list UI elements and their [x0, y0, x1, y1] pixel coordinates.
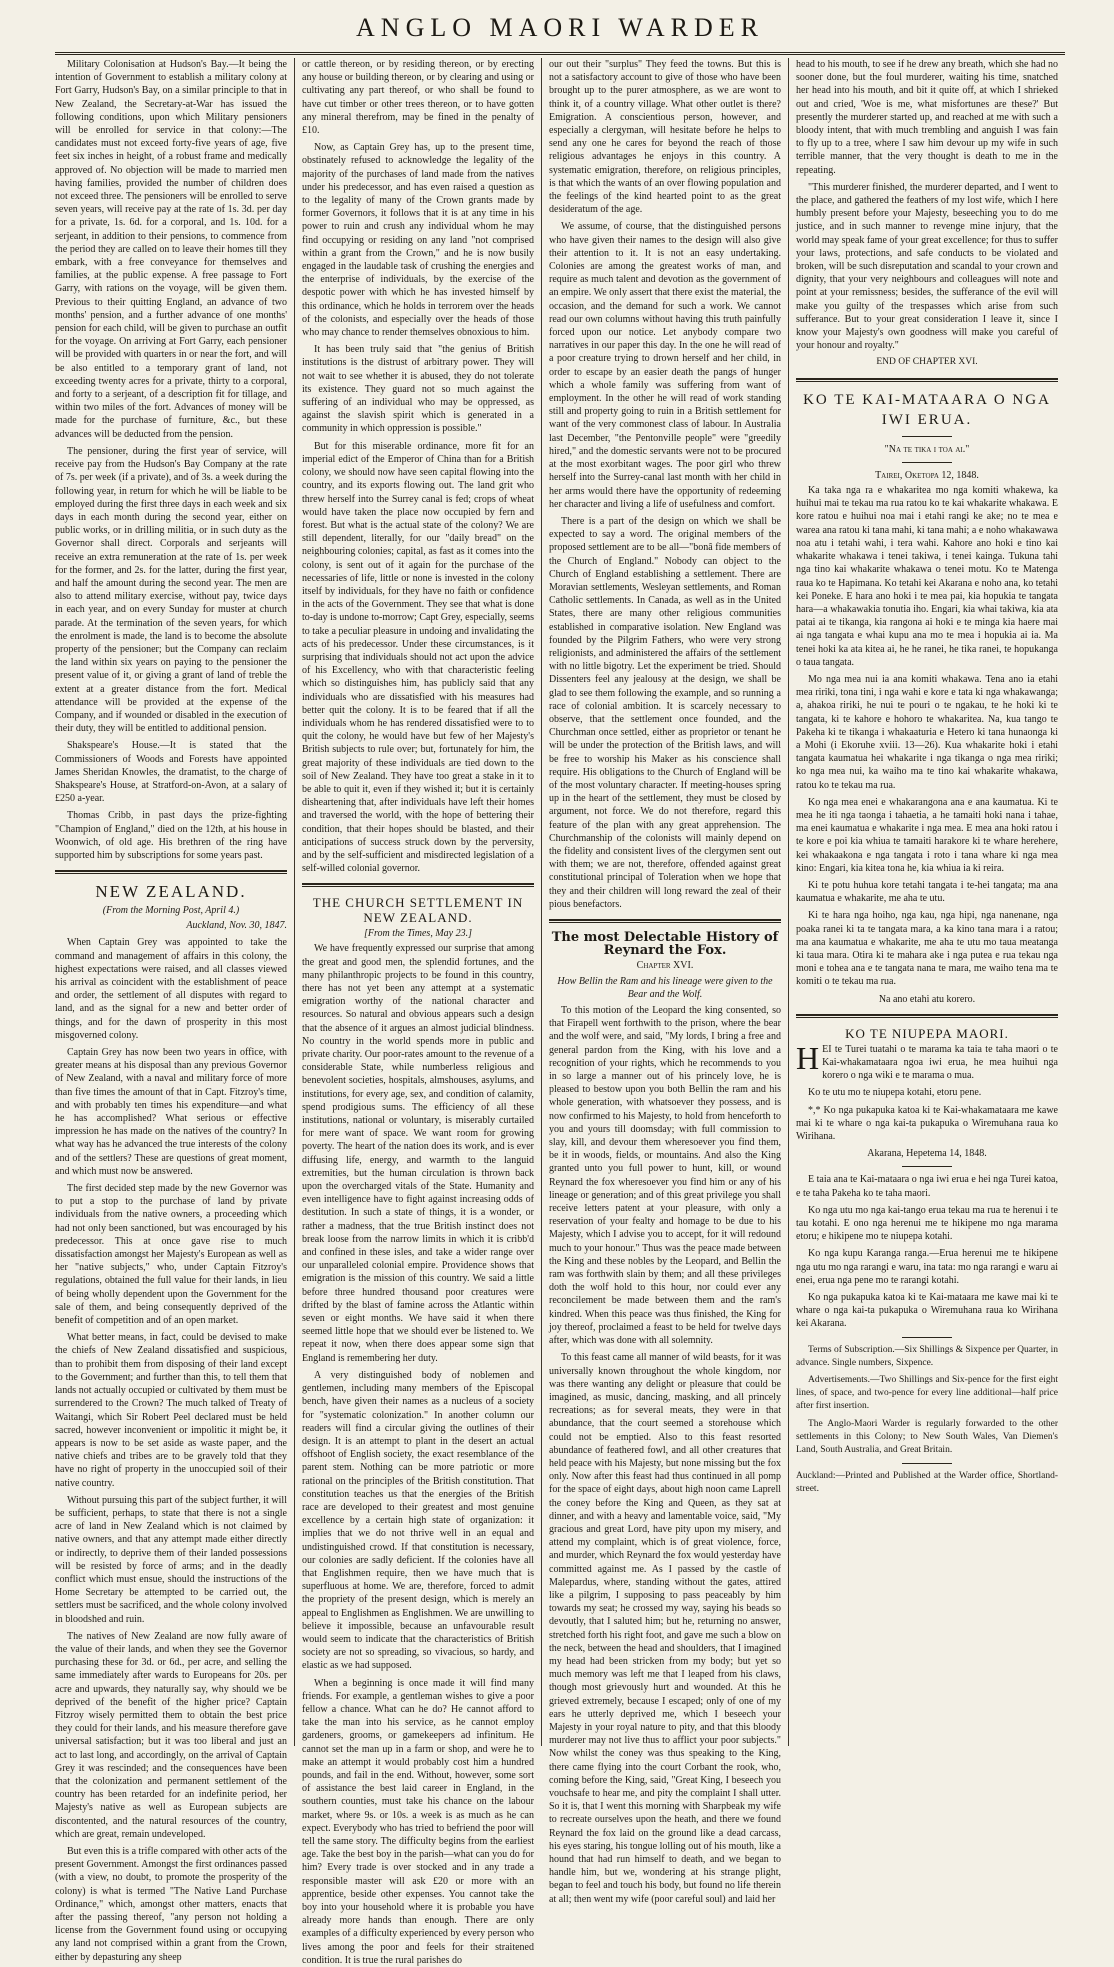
article-paragraph: The first decided step made by the new Governor was to put a stop to the purchase of land by private individuals from the native owners, a proceeding which had not only been sanctioned, but was encouraged by his predecessor. This at once gave rise to much dissatisfaction amongst her Majesty's European as well as her "native subjects," who, under Captain Fitzroy's regulations, obtained the full value for their lands, in lieu of being wholly dependent upon the Government for the sale of them, and being consequently deprived of the benefit of competition and of an open market. [55, 1183, 287, 1327]
article-thomas-cribb: Thomas Cribb, in past days the prize-fighting "Champion of England," died on the 12th, at his house in Woonwich, of old age. His brethren of the ring have supported him by subscriptions for some years past. [55, 810, 287, 861]
column-rule [294, 58, 295, 1746]
notice-paragraph: Ko te utu mo te niupepa kotahi, etoru pene. [808, 1087, 982, 1099]
notice-paragraph: Ko nga pukapuka katoa ki te Kai-mataara me kawe mai ki te whare o nga kai-ta pukapuka o Wiremuhana raua ko Wirihana kei Akarana. [796, 1292, 1058, 1330]
article-paragraph: or cattle thereon, or by residing thereon, or by erecting any house or building thereon, or by clearing and using or cultivating any part thereof, or who shall be found to have cut timber or other trees thereon, or to have gotten any mineral therefrom, may be fined in the penalty of £10. [302, 59, 534, 137]
article-source: [From the Times, May 23.] [364, 928, 472, 940]
headline-niupepa-maori: KO TE NIUPEPA MAORI. [845, 1025, 1009, 1041]
article-shakspeare-house: Shakspeare's House.—It is stated that the Commissioners of Woods and Forests have appointed James Sheridan Knowles, the dramatist, to the charge of Shakspeare's House, at Stratford-on-Avon, at a salary of £250 a-year. [55, 740, 287, 805]
advertisement-terms: Advertisements.—Two Shillings and Six-pence for the first eight lines, of space, and two-pence for every line additional—half price after first insertion. [796, 1375, 1058, 1412]
notice-date: Akarana, Hepetema 14, 1848. [867, 1148, 987, 1160]
maori-paragraph: Ka taka nga ra e whakaritea mo nga komiti whakewa, ka huihui mai te tekau ma rua ratou ko te kai whakarite whakawa. E kore ratou e huihui noa mai i etahi rangi ke ake; no te mea e warea ana ratou ki tana mahi, ki tana mahi; a e noho whakawawa noa atu i tetahi wahi, i tera wahi. Kahore ano hoki e tino kai whakarite whakawa i tenei takiwa, i tenei kainga. Tukuna tahi nga tino kai whakarite whakawa o tenei motu. Ko te Matenga raua ko te Hapimana. Ko tetahi kei Akarana e noho ana, ko tetahi kei Poneke. E hara ano hoki i te mea pai, kia hopukia te tangata hara—a whakawakia tonutia iho. Engari, kia whai takiwa, kia ata patai ai te tikanga, kia rangona ai hoki e te minga kia haere mai ai nga tangata e whai kupu ana mo te mea i hopukia ai ia. Ma tenei hoki ka ata kitea ai, he he ranei, he tika ranei, te hopukanga o taua tangata. [796, 485, 1058, 668]
article-paragraph: But for this miserable ordinance, more fit for an imperial edict of the Emperor of China than for a British colony, we should now have seen capital flowing into the country, and its exports flowing out. The land grit who threw herself into the Surrey canal is fed; crops of wheat would have taken the place now occupied by fern and forest. But what is the actual state of the colony? We are still dependent, literally, for our "daily bread" on the neighbouring colonies; capital, as fast as it comes into the colony, is sent out of it again for the purchase of the necessaries of life, little or none is invested in the colony itself by individuals, for they have no faith or confidence in the acts of the Government. They see that what is done to-day is undone to-morrow; Capt Grey, especially, seems to take a peculiar pleasure in undoing and invalidating the acts of his predecessor. Under these circumstances, is it surprising that individuals should not act upon the advice of his Excellency, who with that characteristic feeling which so distinguishes him, has publicly said that any individuals who are dissatisfied with his measures had better quit the colony. It is to be feared that if all the individuals whom he has rendered dissatisfied were to to quit the colony, he would have but few of her Majesty's British subjects to rule over; but, fortunately for him, the great majority of these individuals are tied down to the soil of New Zealand. They have too great a stake in it to be able to quit it, even if they wished it; but it is certainly disheartening that, after individuals have left their homes and traversed the world, with the hope of bettering their condition, that their hopes should be blasted, and their anticipations of success struck down by the perversity, and by the self-sufficient and misdirected legislation of a self-willed colonial governor. [302, 440, 534, 875]
article-paragraph: We assume, of course, that the distinguished persons who have given their names to the design will also give their attention to it. It is not an easy undertaking. Colonies are among the greatest works of man, and require as much talent and devotion as the government of an empire. We only assert that there exist the material, the occasion, and the demand for such a work. We cannot read our own columns without having this truth painfully forced upon our notice. Let anybody compare two narratives in our paper this day. In the one he will read of a poor creature trying to drown herself and her child, in order to escape by an easier death the pangs of hunger which a whole family was suffering from want of employment. In the other he will read of work standing still and property going to ruin in a British settlement for want of the very commonest class of labour. In Australia last December, "the Pentonville people" were "greedily hired," and the domestic servants were not to be procured at the most exorbitant wages. The poor girl who threw herself into the Surrey-canal last month with her child in her arms would there have the opportunity of redeeming her character and living a life of usefulness and comfort. [549, 221, 781, 510]
column-4 [796, 58, 1058, 1746]
column-2 [302, 58, 534, 1966]
column-rule [541, 58, 542, 1746]
divider [902, 1166, 952, 1167]
article-paragraph: our out their "surplus" They feed the towns. But this is not a satisfactory account to give of those who have been brought up to the purer atmosphere, as we are wont to think it, of a country village. What other outlet is there? Emigration. A conscientious person, however, and especially a clergyman, will hesitate before he helps to send any one he cares for beyond the reach of those religious advantages he enjoys in this country. A systematic emigration, therefore, on religious principles, is that which the wants of an over flowing population and the feelings of the kind hearted point to as the great desideratum of the age. [549, 59, 781, 216]
story-paragraph: head to his mouth, to see if he drew any breath, which she had no sooner done, but the foul murderer, waiting his time, snatched her head into his mouth, and bit it quite off, at which I shrieked out and cried, 'Woe is me, what misfortunes are these?' But presently the murderer started up, and reached at me with such a bloody intent, that with much trembling and anguish I was fain to fly up to a tree, where I saw him devour up my wife in such terrible manner, that the very thought is death to me in the repeating. [796, 59, 1058, 176]
article-paragraph: Captain Grey has now been two years in office, with greater means at his disposal than any previous Governor of New Zealand, with a naval and military force of more than five times the amount of that in Capt. Fitzroy's time, and with probably ten times his expenditure—and what he has accomplished? What serious or effective impression he has made on the natives of the country? In what way has he advanced the true interests of the colony and of the settlers? These are questions of great moment, and which must now be answered. [55, 1047, 287, 1177]
article-paragraph: But even this is a trifle compared with other acts of the present Government. Amongst the first ordinances passed (with a view, no doubt, to promote the prosperity of the colony) is what is termed "The Native Land Purchase Ordinance," which, amongst other matters, enacts that after the passing thereof, "any person not holding a license from the Government found using or occupying any land not comprised within a grant from the Crown, either by depasturing any sheep [55, 1846, 287, 1963]
chapter-subtitle: How Bellin the Ram and his lineage were given to the Bear and the Wolf. [557, 975, 773, 1000]
masthead: ANGLO MAORI WARDER [55, 8, 1065, 55]
notice-text: EI te Turei tuatahi o te marama ka taia te taha maori o te Kai-whakamataara ngoa iwi erua, he mea huihui nga korero o nga wiki e te marama o mua. [822, 1043, 1058, 1082]
distribution-notice: The Anglo-Maori Warder is regularly forwarded to the other settlements in this Colony; to New South Wales, Van Diemen's Land, South Australia, and Great Britain. [796, 1418, 1058, 1456]
chapter-heading: Chapter XVI. [636, 960, 694, 972]
article-paragraph: It has been truly said that "the genius of British institutions is the distrust of arbitrary power. They will not wait to see whether it is abused, they do not tolerate its existence. They guard not so much against the suffering of an individual who may be oppressed, as against the slavish spirit which is generated in a community in which oppression is possible." [302, 344, 534, 435]
notice-paragraph: *,* Ko nga pukapuka katoa ki te Kai-whakamataara me kawe mai ki te whare o nga kai-ta pukapuka o Wiremuhana raua ko Wirihana. [796, 1104, 1058, 1143]
article-paragraph: What better means, in fact, could be devised to make the chiefs of New Zealand dissatisfied and suspicious, than to prohibit them from disposing of their land except to the Government; and further than this, to tell them that lands not actually occupied or cultivated by them must be surrendered to the Crown? The much talked of Treaty of Waitangi, which Sir Robert Peel declared must be held sacred, however inconvenient or impolitic it might be, it appears is now to be set aside as waste paper, and the native chiefs and tribes are to be gravely told that they have no right of property in the unoccupied soil of their native country. [55, 1332, 287, 1489]
notice-paragraph: E taia ana te Kai-mataara o nga iwi erua e hei nga Turei katoa, e te taha Pakeha ko te taha maori. [796, 1174, 1058, 1199]
article-source: (From the Morning Post, April 4.) [102, 905, 240, 917]
dateline: Tairei, Oketopa 12, 1848. [875, 469, 979, 481]
column-3 [549, 58, 781, 1905]
notice-paragraph: Ko nga utu mo nga kai-tango erua tekau ma rua te herenui i te tau kotahi. E ono nga herenui me te hikipene mo nga marama etoru; e hikipene mo te niupepa kotahi. [796, 1204, 1058, 1243]
section-divider [55, 870, 287, 874]
headline-reynard-the-fox: The most Delectable History of Reynard the Fox. [551, 930, 779, 959]
divider [902, 462, 952, 463]
article-paragraph: A very distinguished body of noblemen and gentlemen, including many members of the Episcopal bench, have given their names as a nucleus of a society for "systematic colonization." In another column our readers will find a circular giving the outlines of their design. It is an attempt to plant in the desert an actual offshoot of English society, the exact resemblance of the parent stem. Nothing can be more patriotic or more rational on the principles of the British constitution. That constitution teaches us that the energies of the British race are developed to their greatest and most genuine excellence by a certain high state of organization: it implies that we do not thrive well in an equal and undistinguished crowd. If that constitution is necessary, our colonies are sadly deficient. If the colonies have all that Englishmen require, then we have much that is superfluous at home. We are, therefore, forced to admit the propriety of the present design, which is merely an appeal to Englishmen as Englishmen. We are unwilling to believe it impossible, because an unfavourable result would seem to indicate that the characteristics of British society are not so spreading, so vivacious, so hardy, and elastic as we had supposed. [302, 1369, 534, 1672]
maori-paragraph: Na ano etahi atu korero. [878, 993, 976, 1005]
article-paragraph: Now, as Captain Grey has, up to the present time, obstinately refused to acknowledge the legality of the majority of the purchases of land made from the natives under his predecessor, and has even raised a question as to the legality of many of the Crown grants made by former Governors, it follows that it is at any time in his power to ruin and crush any individual whom he may find occupying or residing on any land "not comprised within a grant from the Crown," and he is now busily engaged in the laudable task of crushing the energies and the enterprise of individuals, by the exercise of the despotic power with which he has invested himself by this ordinance, which he holds in terrorem over the heads of the colonists, and especially over the heads of those who may chance to render themselves obnoxious to him. [302, 142, 534, 339]
section-divider [796, 1014, 1058, 1018]
headline-new-zealand: NEW ZEALAND. [95, 882, 247, 902]
maori-paragraph: Ko nga mea enei e whakarangona ana e ana kaumatua. Ki te mea he iti nga taonga i tahaetia, a he tamaiti hoki nana i tahae, ma enei kaumatua e whakarite i nga mea. E mea ana hoki ratou i te kore e poi kia whiua te tamaiti harakore ki te whare herehere, kei whakaakona e nga tangata i roto i tana whare ki nga mea kino: Engari, kia kitea tona he, kia whiua ia ki reira. [796, 796, 1058, 874]
article-paragraph: When Captain Grey was appointed to take the command and management of affairs in this colony, the highest expectations were raised, and all classes viewed his arrival as coincident with the establishment of peace and order, the settlement of all disputes with regard to land, and as the signal for a new and better order of things, and for the dawn of prosperity in this most misgoverned colony. [55, 937, 287, 1041]
article-paragraph: When a beginning is once made it will find many friends. For example, a gentleman wishes to give a poor fellow a chance. What can he do? He cannot afford to take the man into his service, as he cannot employ gardeners, grooms, or gamekeepers ad infinitum. He cannot set the man up in a farm or shop, and were he to make an attempt it would probably cost him a hundred pounds, and fail in the end. Without, however, some sort of assistance the best laid career in England, in the southern counties, must take his chance on the labour market, where 9s. or 10s. a week is as much as he can expect. Everybody who has tried to befriend the poor will tell the same story. The difficulty begins from the earliest age. Take the best boy in the parish—what can you do for him? Every trade is over stocked and in any trade a responsible master will ask £20 or more with an apprentice, beside other expenses. You cannot take the boy into your household where it is probable you have already more hands than enough. There are only examples of a difficulty experienced by every person who lives among the poor and feels for their straitened condition. It is true the rural parishes do [302, 1677, 534, 1966]
maori-paragraph: Mo nga mea nui ia ana komiti whakawa. Tena ano ia etahi mea ririki, tona tini, i nga wahi e kore e tata ki nga whakawanga; a, ahakoa ririki, he nui te pouri o te ngakau, te he hoki ki te tangata, ki te kahore e hohoro te whakaritea. Na, kua tango te Pakeha ki te tikanga i whakaaturia e Hetero ki tana hunaonga ki a Mohi (i Ekoruhe xviii. 13—26). Kua whakarite hoki i etahi tangata kaumatua hei whakarite i nga tikanga o nga mea ririki; ko nga mea nui, ka waiho ma te tino kai whakarite whakawa, ratou ko te tekau ma rua. [796, 673, 1058, 791]
maori-paragraph: Ki te potu huhua kore tetahi tangata i te-hei tangata; ma ana kaumatua e whakarite, me aha te utu. [796, 879, 1058, 905]
column-1 [55, 58, 287, 1963]
story-paragraph: To this motion of the Leopard the king consented, so that Firapell went forthwith to the prison, where the bear and the wolf were, and said, "My lords, I bring a free and general pardon from the King, with his love and a recognition of your rights, which he recommends to you in so large a manner out of his princely love, he is pleased to bestow upon you both Bellin the ram and his whole generation, with whatsoever they possess, and is now confirmed to his Majesty, to hold from henceforth to you and yours till doomsday; with full commission to slay, kill, and devour them wheresoever you find them, be it in woods, fields, or mountains. And also the King granted unto you full power to hunt, kill, or wound Reynard the fox wheresoever you find him or any of his lineage or generation; and of this great privilege you shall receive letters patent at your pleasure, with only a reservation of your fealty and homage to be due to his Majesty, which I advise you to accept, for it will redound much to your honour." Thus was the peace made between the King and these nobles by the Leopard, and Bellin the ram was forthwith slain by them; and all these privileges doth the wolf hold to this hour, nor could ever any reconcilement be made between them and the ram's kindred. When this peace was thus finished, the King for joy thereof, proclaimed a feast to be held for twelve days after, which was done with all solemnity. [549, 1005, 781, 1347]
article-paragraph: Without pursuing this part of the subject further, it will be sufficient, perhaps, to state that there is not a single acre of land in New Zealand which is not claimed by native owners, and that any attempt made either directly or indirectly, to deprive them of their landed possessions will be resisted by force of arms; and in the deadly conflict which must ensue, should the instructions of the Home Secretary be attempted to be carried out, the settlers must be sacrificed, and the whole colony involved in bloodshed and ruin. [55, 1494, 287, 1625]
article-paragraph: We have frequently expressed our surprise that among the great and good men, the splendid fortunes, and the many philanthropic projects to be found in this country, there has not yet been any attempt at a systematic emigration worthy of the national character and resources. So natural and obvious appears such a design that the absence of it argues an almost judicial blindness. No country in the world spends more in public and private charity. Our poor-rates amount to the revenue of a considerable State, while numberless religious and benevolent societies, hospitals, almshouses, asylums, and institutions, for every age, sex, and condition of calamity, spend prodigious sums. The efficiency of all these institutions, national or voluntary, is miserably curtailed for mere want of space. We want room for growing poverty. The heart of the nation does its work, and is ever diffusing life, energy, and warmth to the languid extremities, but the human circulation is thrown back upon the overcharged vitals of the State. Humanity and even intelligence have to fight against increasing odds of destitution. In such a state of things, it is a wonder, or rather a madness, that the true British instinct does not break loose from the narrow limits in which it is cribb'd and confined in these isles, and take a wider range over our unparalleled colonial empire. Providence shows that emigration is the mission of this country. We said a little before three hundred thousand poor creatures were drifted by the blast of famine across the Atlantic within seven or eight months. We have said it when there seemed little hope that we should ever be listened to. We repeat it now, when there does appear some sign that England is remembering her duty. [302, 943, 534, 1364]
section-divider [549, 919, 781, 923]
drop-cap: H [796, 1039, 820, 1076]
notice-paragraph [796, 1039, 1058, 1083]
headline-church-settlement: THE CHURCH SETTLEMENT IN NEW ZEALAND. [312, 895, 524, 926]
section-divider [302, 883, 534, 887]
section-divider [796, 378, 1058, 382]
story-paragraph: To this feast came all manner of wild beasts, for it was universally known throughout the whole kingdom, nor was there wanting any delight or pleasure that could be imagined, as music, dancing, masking, and all princely recreations; as for several meats, they were in that abundance, that the court seemed a storehouse which could not be emptied. Also to this feast resorted abundance of feathered fowl, and all other creatures that held peace with his Majesty, but none missing but the fox only. Now after this feast had thus continued in all pomp for the space of eight days, about high noon came Laprell the coney before the King and Queen, as they sat at dinner, and with a heavy and lamentable voice, said, "My gracious and great Lord, have pity upon my misery, and attend my complaint, which is of great violence, force, and murder, which Reynard the fox would yesterday have committed against me. As I passed by the castle of Malepardus, where, standing without the gates, attired like a pilgrim, I supposing to pass peaceably by him towards my seat; he crossed my way, saying his beads so devoutly, that I saluted him; but he, returning no answer, stretched forth his right foot, and gave me such a blow on the neck, between the head and shoulders, that I imagined my head had been stricken from my body; but yet so much memory was left me that I leaped from his claws, though most grievously hurt and wounded. At this he grieved extremely, because I escaped; only of one of my ears he utterly deprived me, which I beseech your Majesty in your royal nature to pity, and that this bloody murderer may not live thus to afflict your poor subjects." Now whilst the coney was thus speaking to the King, there came flying into the court Corbant the rook, who, coming before the King, said, "Great King, I beseech you vouchsafe to hear me, and pity the complaint I shall utter. So it is, that I went this morning with Sharpbeak my wife to recreate ourselves upon the heath, and there we found Reynard the fox laid on the ground like a dead carcass, his eyes staring, his tongue lolling out of his mouth, like a hound that had run himself to death, and we began to handle him, but we, wondering at his strange plight, began to feel and touch his body, but found no life therein at all; then went my wife (poor careful soul) and laid her [549, 1352, 781, 1905]
headline-kai-mataara: KO TE KAI-MATAARA O NGA IWI ERUA. [803, 391, 1051, 428]
story-paragraph: "This murderer finished, the murderer departed, and I went to the place, and gathered the feathers of my lost wife, which I here humbly present before your Majesty, beseeching you to do me justice, and in such manner to revenge mine injury, that the world may speak fame of your great excellence; for thus to suffer your laws, protections, and safe conducts to be violated and broken, will be such disreputation and scandal to your crown and dignity, that your very neighbours and colleagues will note and point at your remissness; besides, the sufferance of the evil will make you guilty of the trespasses which arise from such sufferance. But to your great consideration I leave it, since I know your Majesty's own goodness will make you careful of your honour and royalty." [796, 181, 1058, 352]
chapter-end: END OF CHAPTER XVI. [876, 357, 978, 368]
notice-paragraph: Ko nga kupu Karanga ranga.—Erua herenui me te hikipene nga utu mo nga rarangi e waru, ina tata: mo nga rarangi e waru ai enei, erua nga pene mo te rarangi kotahi. [796, 1248, 1058, 1286]
subscription-terms: Terms of Subscription.—Six Shillings & Sixpence per Quarter, in advance. Single numbers, Sixpence. [796, 1344, 1058, 1368]
article-military-colonisation: Military Colonisation at Hudson's Bay.—It being the intention of Government to establish a military colony at Fort Garry, Hudson's Bay, on a similar principle to that in New Zealand, the Secretary-at-War has issued the following conditions, upon which Military pensioners will be enrolled for service in that colony:—The candidates must not exceed forty-five years of age, five feet six inches in height, of a robust frame and medically approved of. No objection will be made to married men having families, provided the number of children does not exceed three. The pensioners will be enrolled to serve seven years, will receive pay at the rate of 1s. 3d. per day for a private, 1s. 6d. for a corporal, and 1s. 10d. for a serjeant, in addition to their pensions, to commence from the period they are called on to leave their homes till they embark, with a free conveyance for themselves and families, at the public expense. A free passage to Fort Garry, with rations on the voyage, will be given them. Previous to their quitting England, an advance of two months' pension, and a further advance of one months' pension for each child, will be given to purchase an outfit for the voyage. On arriving at Fort Garry, each pensioner will be provided with quarters in or near the fort, and will be also entitled to a temporary grant of land, not exceeding twenty acres for a private, thirty to a corporal, and forty to a serjeant, of a description fit for tillage, and within two miles of the fort. Advances of money will be made for the purchase of furniture, &c., but these advances will be deducted from the pension. [55, 59, 287, 440]
imprint: Auckland:—Printed and Published at the Warder office, Shortland-street. [796, 1471, 1058, 1495]
article-paragraph: The pensioner, during the first year of service, will receive pay from the Hudson's Bay Company at the rate of 7s. per week (if a private), and of 3s. a week during the following year, in return for which he will be liable to be employed during the first three days in each week and six days in each month during the second year, either on public works, or in drilling militia, or in such duty as the Governor shall direct. Corporals and serjeants will receive an extra remuneration at the rate of 1s. per week for the former, and 2s. for the latter, during the first year, and half the amount during the second year. The men are also to attend military exercise, without pay, twice days in each year, and on every Sunday for muster at church parade. At the termination of the seven years, for which the enrolment is made, the land is to become the absolute property of the pensioner; but the Company can reclaim the land within six years on paying to the pensioner the present value of it, or giving a grant of land of treble the extent at a greater distance from the fort. Medical attendance will be provided at the expense of the Company, and if wounded or disabled in the execution of their duty, they will be entitled to additional pension. [55, 445, 287, 735]
divider [902, 1463, 952, 1464]
divider [902, 436, 952, 437]
motto: "Na te tika i toa ai." [884, 443, 970, 455]
divider [902, 1337, 952, 1338]
maori-paragraph: Ki te hara nga hoiho, nga kau, nga hipi, nga nanenane, nga poaka ranei ki ta te tangata mara, a ka kino tana mara i a ratou; ma ana kaumatua e whakarite, me aha te utu mo taua meatanga ki taua mara. Otira ki te mahara ake i nga putea e rua tekau nga moni e tohea ana e te tangata nana te mara, me waiho tena ma te komiti o te tekau ma rua. [796, 910, 1058, 988]
column-rule [788, 58, 789, 1746]
article-dateline: Auckland, Nov. 30, 1847. [186, 920, 287, 932]
article-paragraph: The natives of New Zealand are now fully aware of the value of their lands, and when they see the Governor purchasing these for 3d. or 6d., per acre, and selling the same immediately after wards to Europeans for 20s. per acre and upwards, they naturally say, why should we be deprived of the benefit of the higher price? Captain Fitzroy wisely permitted them to obtain the best price they could for their lands, and his measure therefore gave universal satisfaction; but it was too liberal and just an act to last long, and accordingly, on the arrival of Captain Grey it was rescinded; and the consequences have been that the colonization and permanent settlement of the country has been retarded for an indefinite period, her Majesty's native as well as European subjects are discontented, and the natural resources of the country, which are great, remain undeveloped. [55, 1630, 287, 1840]
article-paragraph: There is a part of the design on which we shall be expected to say a word. The original members of the proposed settlement are to be all—"bonâ fide members of the Church of England." Nobody can object to the Church of England establishing a settlement. There are Moravian settlements, Wesleyan settlements, and Roman Catholic settlements. In Canada, as well as in the United States, there are many other religious communities established in comparative isolation. New England was founded by the Pilgrim Fathers, who were very strong religionists, and administered the affairs of the settlement with no little bigotry. Let the experiment be tried. Should Dissenters feel any jealousy at the design, we shall be glad to see them following the example, and so running a race of colonial ambition. It is scarcely necessary to observe, that the settlement once founded, and the Churchman once settled, either as proprietor or tenant he will be under the protection of the British laws, and will be free to worship his Maker as his conscience shall require. His obligations to the Church of England will be of the most voluntary character. If meeting-houses spring up in the heart of the settlement, they must be closed by argument, not force. We do not therefore, regard this feature of the plan with any great apprehension. The Churchmanship of the colonists will mainly depend on the fidelity and consistent lives of the clergymen sent out with them; we are not, therefore, offended against great constitutional principal of Toleration when we hope that they and their children will long reward the zeal of their pious benefactors. [549, 515, 781, 910]
